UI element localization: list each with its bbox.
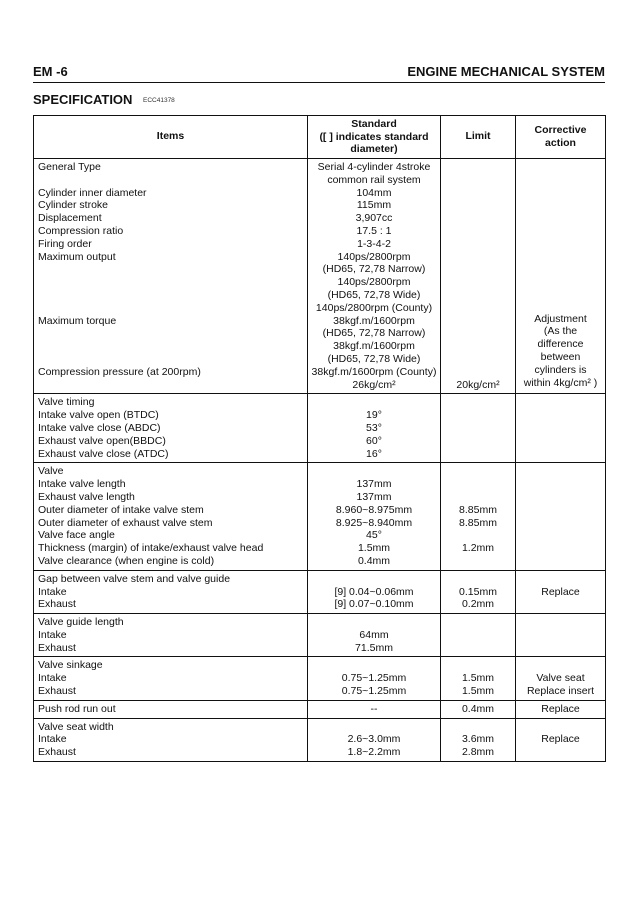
spec-line: (HD65, 72,78 Wide): [327, 352, 421, 365]
spec-item-cell: [34, 718, 308, 761]
spec-line: [441, 555, 515, 568]
spec-line: 1.5mm: [461, 685, 495, 698]
spec-line: Cylinder inner diameter: [38, 186, 147, 199]
spec-line: [441, 659, 515, 672]
spec-line: [441, 529, 515, 542]
spec-line: 0.4mm: [357, 554, 391, 567]
spec-line: [441, 212, 515, 225]
spec-line: Intake valve close (ABDC): [38, 421, 161, 434]
table-header-row: [34, 116, 606, 159]
spec-line: 140ps/2800rpm (County): [315, 301, 433, 314]
spec-line: [516, 659, 605, 672]
spec-line: [38, 353, 307, 366]
spec-line: Gap between valve stem and valve guide: [38, 572, 231, 585]
spec-line: [441, 161, 515, 174]
spec-corrective-cell: [516, 614, 606, 657]
spec-line: [516, 573, 605, 586]
spec-row: [34, 463, 606, 570]
spec-line: Exhaust: [38, 598, 76, 611]
spec-line: 8.925~8.940mm: [335, 516, 413, 529]
spec-line: Intake: [38, 733, 67, 746]
spec-line: cylinders is: [534, 363, 587, 376]
spec-corrective-cell: [516, 394, 606, 463]
spec-line: [441, 263, 515, 276]
spec-line: (As the: [543, 325, 578, 338]
spec-line: [308, 396, 440, 409]
spec-line: 1.8~2.2mm: [347, 746, 401, 759]
chapter-title: ENGINE MECHANICAL SYSTEM: [407, 64, 605, 79]
section-title: SPECIFICATION: [33, 92, 133, 107]
spec-line: [441, 491, 515, 504]
spec-line: [441, 721, 515, 734]
spec-line: Serial 4-cylinder 4stroke: [317, 161, 431, 173]
spec-item-cell: [34, 159, 308, 394]
spec-line: Exhaust valve open(BBDC): [38, 434, 166, 447]
spec-line: Outer diameter of exhaust valve stem: [38, 516, 213, 529]
spec-line: 45°: [366, 529, 382, 542]
spec-line: [516, 721, 605, 734]
spec-limit-cell: [441, 159, 516, 394]
spec-line: (HD65, 72,78 Wide): [327, 288, 421, 301]
spec-line: Valve seat width: [38, 720, 114, 733]
spec-row: [34, 614, 606, 657]
spec-line: 1.2mm: [461, 542, 495, 555]
spec-line: 20kg/cm²: [456, 378, 500, 391]
spec-line: [308, 616, 440, 629]
spec-line: (HD65, 72,78 Narrow): [322, 327, 426, 340]
header-corrective-line: action: [545, 137, 576, 149]
spec-line: [441, 302, 515, 315]
spec-line: Compression pressure (at 200rpm): [38, 365, 201, 378]
spec-line: 8.85mm: [459, 516, 497, 529]
spec-standard-cell: [308, 570, 441, 613]
section-code: ECC41378: [143, 97, 175, 104]
spec-line: [441, 199, 515, 212]
spec-line: [441, 478, 515, 491]
spec-line: Exhaust: [38, 685, 76, 698]
spec-standard-cell: [308, 718, 441, 761]
spec-corrective-cell: [516, 463, 606, 570]
spec-line: [441, 366, 515, 379]
spec-line: --: [370, 702, 378, 715]
spec-item-cell: [34, 463, 308, 570]
spec-corrective-cell: [516, 657, 606, 700]
spec-line: 137mm: [356, 490, 392, 503]
spec-line: Valve face angle: [38, 529, 115, 542]
spec-line: 2.6~3.0mm: [347, 733, 401, 746]
spec-line: 0.4mm: [461, 702, 495, 715]
header-standard: [308, 116, 441, 159]
spec-row: [34, 159, 606, 394]
spec-line: 104mm: [356, 186, 392, 199]
spec-line: [441, 174, 515, 187]
spec-line: 137mm: [356, 478, 392, 491]
spec-standard-cell: [308, 700, 441, 718]
spec-line: 0.75~1.25mm: [341, 685, 407, 698]
spec-line: (HD65, 72,78 Narrow): [322, 263, 426, 276]
spec-line: 140ps/2800rpm: [337, 276, 411, 289]
header-corrective: [516, 116, 606, 159]
spec-line: Intake: [38, 585, 67, 598]
header-standard-line: ([ ] indicates standard: [319, 130, 429, 143]
spec-line: Intake valve open (BTDC): [38, 409, 159, 422]
spec-line: [9] 0.07~0.10mm: [334, 598, 414, 611]
spec-line: General Type: [38, 161, 101, 173]
spec-line: 26kg/cm²: [352, 378, 396, 391]
spec-line: Exhaust valve length: [38, 490, 135, 503]
spec-line: 1-3-4-2: [357, 237, 391, 250]
header-corrective-line: Corrective: [534, 124, 587, 137]
spec-line: 2.8mm: [461, 746, 495, 759]
spec-item-cell: [34, 657, 308, 700]
spec-line: [38, 302, 307, 315]
spec-line: [38, 174, 307, 187]
spec-limit-cell: [441, 614, 516, 657]
spec-line: [441, 327, 515, 340]
spec-line: Cylinder stroke: [38, 199, 109, 212]
spec-line: 60°: [366, 434, 382, 447]
spec-line: [9] 0.04~0.06mm: [334, 585, 414, 598]
spec-item-cell: [34, 394, 308, 463]
spec-line: 71.5mm: [355, 641, 393, 654]
spec-limit-cell: [441, 718, 516, 761]
spec-line: Outer diameter of intake valve stem: [38, 503, 204, 516]
spec-row: [34, 394, 606, 463]
spec-line: Maximum output: [38, 250, 116, 263]
spec-line: 8.960~8.975mm: [335, 503, 413, 516]
spec-line: 115mm: [356, 199, 392, 212]
spec-row: [34, 700, 606, 718]
spec-line: [441, 573, 515, 586]
spec-line: [441, 276, 515, 289]
spec-line: Intake valve length: [38, 478, 126, 491]
spec-line: 38kgf.m/1600rpm (County): [311, 365, 437, 378]
spec-line: [308, 721, 440, 734]
header-divider: [33, 82, 605, 83]
spec-standard-cell: [308, 614, 441, 657]
spec-row: [34, 718, 606, 761]
spec-line: Adjustment: [534, 312, 587, 325]
spec-line: Valve timing: [38, 396, 95, 409]
specification-table: [33, 115, 606, 762]
spec-line: Compression ratio: [38, 224, 124, 237]
spec-line: Valve: [38, 465, 64, 478]
spec-line: [441, 238, 515, 251]
spec-line: [441, 315, 515, 328]
spec-item-cell: [34, 570, 308, 613]
spec-line: [441, 289, 515, 302]
spec-limit-cell: [441, 394, 516, 463]
spec-limit-cell: [441, 570, 516, 613]
spec-line: Intake: [38, 628, 67, 641]
spec-line: Replace: [541, 733, 580, 746]
spec-line: Intake: [38, 672, 67, 685]
spec-line: 38kgf.m/1600rpm: [333, 340, 415, 353]
spec-line: difference: [537, 338, 584, 351]
spec-line: 16°: [366, 447, 382, 460]
spec-line: [441, 340, 515, 353]
spec-corrective-cell: [516, 159, 606, 394]
spec-line: within 4kg/cm² ): [523, 376, 598, 389]
spec-line: Exhaust valve close (ATDC): [38, 447, 169, 460]
spec-line: 64mm: [359, 628, 389, 641]
spec-limit-cell: [441, 463, 516, 570]
spec-line: [308, 573, 440, 586]
spec-standard-cell: [308, 657, 441, 700]
spec-line: [38, 340, 307, 353]
spec-item-cell: [34, 700, 308, 718]
spec-line: Thickness (margin) of intake/exhaust valve head: [38, 542, 264, 555]
spec-line: Valve guide length: [38, 616, 124, 629]
spec-line: Replace: [541, 702, 580, 715]
spec-line: Exhaust: [38, 746, 76, 759]
spec-line: 3.6mm: [461, 733, 495, 746]
spec-line: Valve seat: [536, 672, 585, 685]
spec-line: Maximum torque: [38, 314, 117, 327]
spec-line: Push rod run out: [38, 702, 116, 715]
spec-line: 140ps/2800rpm: [337, 250, 411, 263]
header-standard-line: diameter): [350, 143, 398, 156]
page-number: EM -6: [33, 64, 68, 79]
header-standard-line: Standard: [351, 117, 397, 130]
spec-corrective-cell: [516, 718, 606, 761]
spec-line: between: [540, 350, 581, 363]
spec-line: [308, 659, 440, 672]
spec-row: [34, 570, 606, 613]
spec-line: [308, 465, 440, 478]
spec-standard-cell: [308, 463, 441, 570]
spec-line: Exhaust: [38, 641, 76, 654]
spec-line: [38, 263, 307, 276]
spec-line: [38, 327, 307, 340]
spec-line: 0.15mm: [459, 585, 497, 598]
spec-line: [441, 225, 515, 238]
spec-line: 19°: [366, 409, 382, 422]
spec-limit-cell: [441, 700, 516, 718]
spec-line: Replace: [541, 585, 580, 598]
spec-line: Replace insert: [526, 685, 595, 698]
spec-line: [441, 187, 515, 200]
header-items: Items: [34, 116, 308, 159]
spec-line: 1.5mm: [357, 542, 391, 555]
spec-line: [441, 353, 515, 366]
spec-standard-cell: [308, 159, 441, 394]
header-limit: Limit: [441, 116, 516, 159]
spec-line: [441, 465, 515, 478]
spec-line: 0.75~1.25mm: [341, 672, 407, 685]
spec-line: common rail system: [327, 173, 421, 186]
spec-line: 38kgf.m/1600rpm: [333, 314, 415, 327]
spec-line: 0.2mm: [461, 598, 495, 611]
spec-line: Displacement: [38, 212, 102, 225]
spec-item-cell: [34, 614, 308, 657]
spec-line: [441, 251, 515, 264]
spec-line: [516, 746, 605, 759]
spec-line: 8.85mm: [459, 503, 497, 516]
spec-line: [38, 289, 307, 302]
spec-line: 3,907cc: [355, 212, 393, 225]
spec-row: [34, 657, 606, 700]
spec-standard-cell: [308, 394, 441, 463]
spec-line: [38, 276, 307, 289]
spec-corrective-cell: [516, 570, 606, 613]
spec-line: [516, 598, 605, 611]
spec-line: 1.5mm: [461, 672, 495, 685]
spec-line: 17.5 : 1: [356, 224, 392, 237]
spec-line: Firing order: [38, 237, 92, 250]
spec-line: Valve clearance (when engine is cold): [38, 554, 215, 567]
spec-line: Valve sinkage: [38, 659, 103, 672]
spec-limit-cell: [441, 657, 516, 700]
spec-line: 53°: [366, 421, 382, 434]
spec-corrective-cell: [516, 700, 606, 718]
